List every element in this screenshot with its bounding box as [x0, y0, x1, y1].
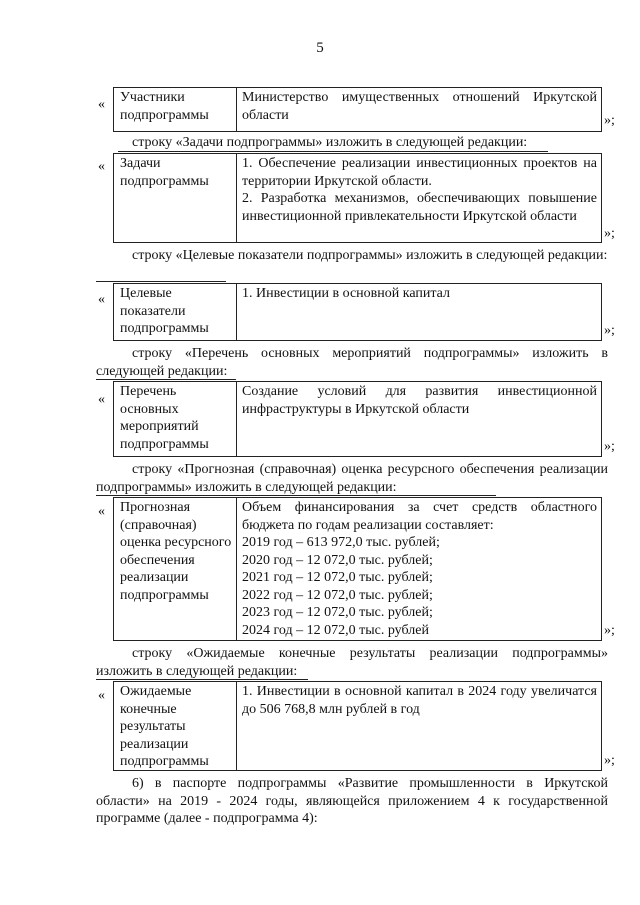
row-content-line: Министерство имущественных отношений Иркутской области [242, 90, 597, 123]
paragraph-underline [96, 379, 236, 380]
open-quote: « [98, 392, 105, 407]
paragraph [96, 247, 608, 265]
row-content [237, 682, 601, 770]
open-quote: « [98, 292, 105, 307]
open-quote: « [98, 688, 105, 703]
row-content-line: 2. Разработка механизмов, обеспечивающих повышение инвестиционной привлекательности Иркутской области [242, 191, 597, 224]
table-row-expected-results [113, 681, 602, 771]
close-quote: »; [604, 226, 615, 241]
paragraph-underline [96, 495, 496, 496]
row-label: Перечень основных мероприятий подпрограммы [114, 382, 237, 456]
table-row-participants [113, 87, 602, 132]
open-quote: « [98, 504, 105, 519]
row-label: Целевые показатели подпрограммы [114, 284, 237, 340]
paragraph-text: строку «Задачи подпрограммы» изложить в следующей редакции: [132, 135, 528, 150]
page-number: 5 [316, 40, 324, 56]
open-quote: « [98, 159, 105, 174]
row-content [237, 498, 601, 640]
paragraph [96, 645, 608, 680]
row-content [237, 382, 601, 456]
table-row-main-activities [113, 381, 602, 457]
paragraph-underline [118, 151, 548, 152]
open-quote: « [98, 97, 105, 112]
paragraph-underline [96, 281, 226, 282]
paragraph [96, 345, 608, 380]
paragraph-underline [96, 679, 308, 680]
row-content-line: Создание условий для развития инвестиционной инфраструктуры в Иркутской области [242, 384, 597, 417]
row-content-line: 2021 год – 12 072,0 тыс. рублей; [242, 570, 433, 585]
paragraph [96, 134, 608, 152]
close-quote: »; [604, 323, 615, 338]
row-label: Ожидаемые конечные результаты реализации подпрограммы [114, 682, 237, 770]
paragraph [96, 461, 608, 496]
close-quote: »; [604, 113, 615, 128]
row-content-line: Объем финансирования за счет средств областного бюджета по годам реализации составляет: [242, 500, 597, 533]
row-label: Прогнозная (справочная) оценка ресурсного обеспечения реализации подпрограммы [114, 498, 237, 640]
row-content [237, 154, 601, 242]
paragraph-text: строку «Перечень основных мероприятий подпрограммы» изложить в следующей редакции: [96, 346, 608, 379]
paragraph-text: строку «Ожидаемые конечные результаты реализации подпрограммы» изложить в следующей редакции: [96, 646, 608, 679]
row-label: Задачи подпрограммы [114, 154, 237, 242]
row-content [237, 284, 601, 340]
row-content-line: 2022 год – 12 072,0 тыс. рублей; [242, 587, 433, 603]
row-content-line: 2023 год – 12 072,0 тыс. рублей; [242, 605, 433, 620]
row-content-line: 1. Обеспечение реализации инвестиционных проектов на территории Иркутской области. [242, 156, 597, 189]
paragraph-text: 6) в паспорте подпрограммы «Развитие промышленности в Иркутской области» на 2019 - 2024 годы, являющейся приложением 4 к государственной программе (далее - подпрограмма 4): [96, 776, 608, 826]
row-label: Участники подпрограммы [114, 88, 237, 131]
table-row-tasks [113, 153, 602, 243]
paragraph [96, 775, 608, 828]
row-content-line: 2020 год – 12 072,0 тыс. рублей; [242, 552, 433, 568]
close-quote: »; [604, 439, 615, 454]
row-content-line: 2024 год – 12 072,0 тыс. рублей [242, 622, 429, 638]
table-row-target-indicators [113, 283, 602, 341]
row-content-line: 1. Инвестиции в основной капитал [242, 286, 450, 301]
table-row-resource-estimate [113, 497, 602, 641]
close-quote: »; [604, 623, 615, 638]
paragraph-text: строку «Целевые показатели подпрограммы» изложить в следующей редакции: [132, 248, 608, 263]
row-content-line: 2019 год – 613 972,0 тыс. рублей; [242, 535, 440, 550]
paragraph-text: строку «Прогнозная (справочная) оценка ресурсного обеспечения реализации подпрограммы» изложить в следующей редакции: [96, 462, 608, 495]
row-content-line: 1. Инвестиции в основной капитал в 2024 году увеличатся до 506 768,8 млн рублей в год [242, 684, 597, 717]
close-quote: »; [604, 753, 615, 768]
row-content [237, 88, 601, 131]
